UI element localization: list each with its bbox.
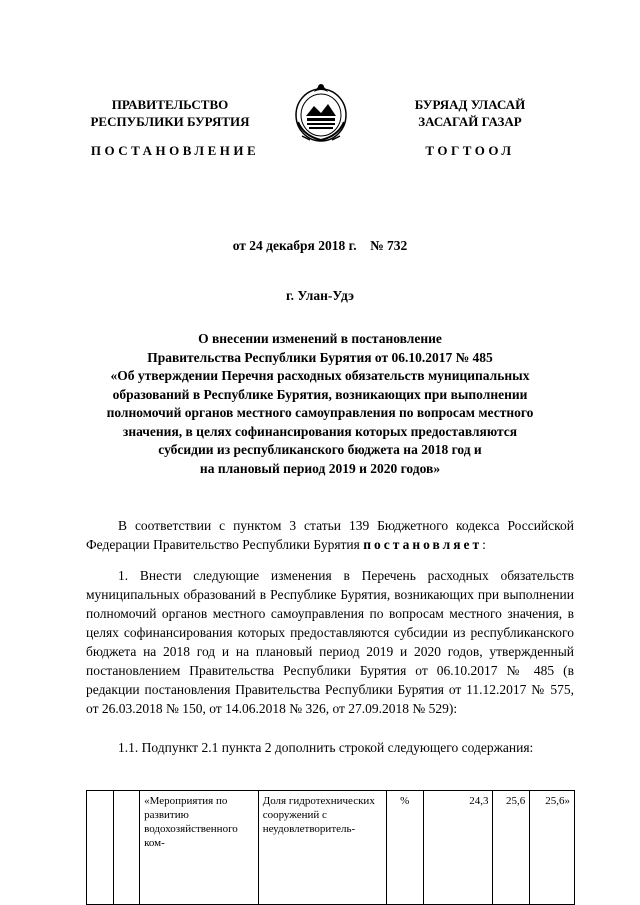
table-cell (87, 791, 114, 905)
title-line: на плановый период 2019 и 2020 годов» (199, 460, 441, 476)
table-cell: 25,6» (530, 791, 575, 905)
header-left-line2: РЕСПУБЛИКИ БУРЯТИЯ (90, 114, 250, 129)
header-right-line1: БУРЯАД УЛАСАЙ (414, 97, 526, 112)
table-cell: 25,6 (493, 791, 530, 905)
header-right-line2: ЗАСАГАЙ ГАЗАР (418, 114, 522, 129)
title-line: значения, в целях софинансирования которых предоставляются (122, 423, 518, 439)
table-row (87, 791, 575, 905)
point-1-paragraph: 1. Внести следующие изменения в Перечень расходных обязательств муниципальных образований в Республике Бурятия, возникающих при выполнении полномочий органов местного самоуправления по вопросам местного значения, в целях софинансирования которых предоставляются субсидии из республиканского бюджета на 2018 год и на плановый период 2019 и 2020 годов, утвержденный постановлением Правительства Республики Бурятия от 06.10.2017 № 485 (в редакции постановления Правительства Республики Бурятия от 11.12.2017 № 575, от 26.03.2018 № 150, от 14.06.2018 № 326, от 27.09.2018 № 529): (86, 568, 574, 716)
header-right (380, 96, 560, 130)
intro-end: : (482, 537, 486, 552)
header-left-line1: ПРАВИТЕЛЬСТВО (111, 97, 229, 112)
city: г. Улан-Удэ (286, 288, 354, 303)
intro-text: В соответствии с пунктом 3 статьи 139 Бюджетного кодекса Российской Федерации Правительство Республики Бурятия (86, 518, 574, 552)
table-cell: Доля гидротехнических сооружений с неудовлетворитель- (258, 791, 386, 905)
intro-decree-word: постановляет (363, 537, 483, 552)
doctype-left: ПОСТАНОВЛЕНИЕ (90, 143, 260, 158)
title-line: О внесении изменений в постановление (198, 331, 442, 346)
document-title (60, 330, 580, 478)
doctype-right: ТОГТООЛ (425, 143, 515, 158)
table-cell: 24,3 (423, 791, 493, 905)
date-number: от 24 декабря 2018 г. № 732 (232, 238, 408, 253)
point-1-1-paragraph: 1.1. Подпункт 2.1 пункта 2 дополнить строкой следующего содержания: (118, 740, 534, 755)
insert-table (86, 790, 575, 905)
header-left (80, 96, 260, 130)
title-line: «Об утверждении Перечня расходных обязательств муниципальных (110, 368, 530, 383)
intro-paragraph (86, 516, 574, 554)
title-line: образований в Республике Бурятия, возникающих при выполнении (112, 386, 528, 402)
coat-of-arms-buryatia-icon (292, 78, 350, 144)
title-line: полномочий органов местного самоуправления по вопросам местного (106, 405, 534, 420)
table-cell: % (387, 791, 424, 905)
table-cell: «Мероприятия по развитию водохозяйственного ком- (140, 791, 259, 905)
table-cell (113, 791, 140, 905)
title-line: Правительства Республики Бурятия от 06.10.2017 № 485 (147, 349, 493, 365)
title-line: субсидии из республиканского бюджета на 2018 год и (158, 442, 482, 457)
